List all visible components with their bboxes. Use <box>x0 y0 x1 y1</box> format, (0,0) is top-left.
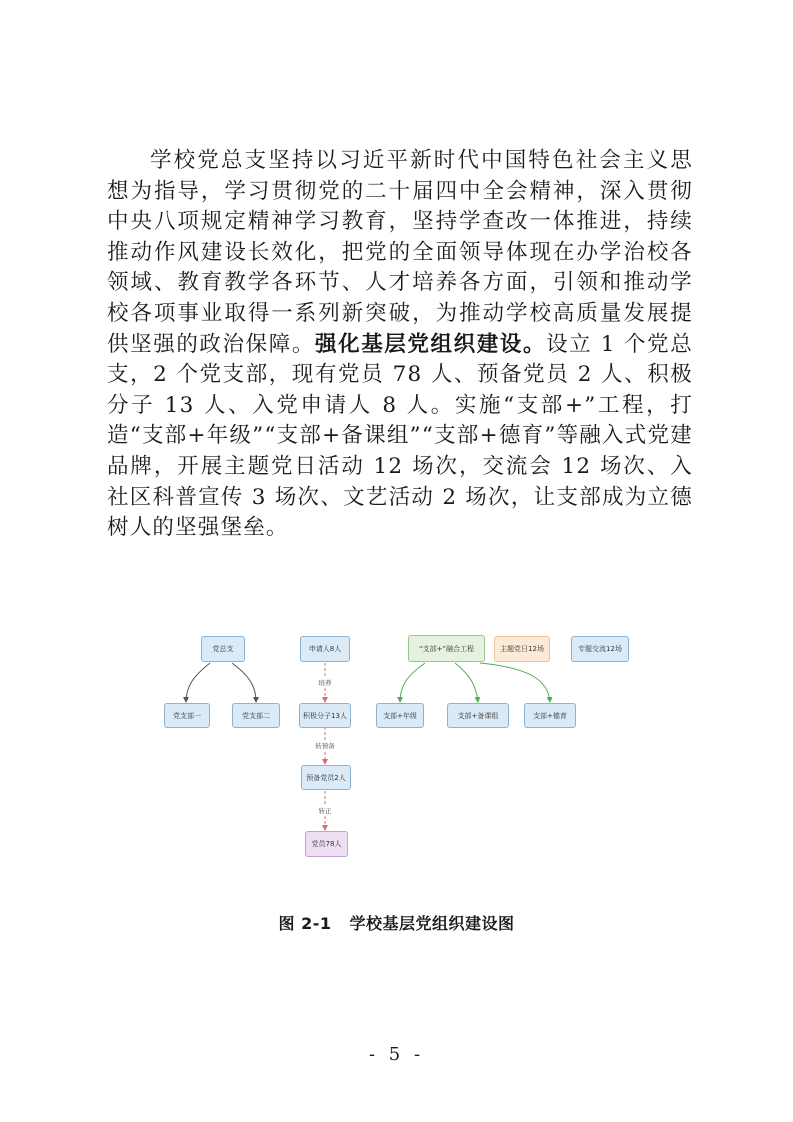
edge-project-moral <box>480 663 550 702</box>
edge-zongzhi-branch1 <box>186 663 210 702</box>
edge-label-to-probationary: 转预备 <box>315 742 335 750</box>
node-applicants: 申请人8人 <box>300 636 350 662</box>
node-lesson: 支部+备课组 <box>447 703 509 728</box>
node-exchange: 专题交流12场 <box>571 636 629 662</box>
node-grade: 支部+年级 <box>376 703 424 728</box>
node-members: 党员78人 <box>305 831 348 857</box>
node-moral: 支部+德育 <box>524 703 576 728</box>
body-text-part1: 学校党总支坚持以习近平新时代中国特色社会主义思想为指导，学习贯彻党的二十届四中全会精神，深入贯彻中央八项规定精神学习教育，坚持学查改一体推进，持续推动作风建设长效化，把党的全面领导体现在办学治校各领域、教育教学各环节、人才培养各方面，引领和推动学校各项事业取得一系列新突破，为推动学校高质量发展提供坚强的政治保障。 <box>107 148 693 357</box>
page-number: - 5 - <box>368 1044 425 1065</box>
figure-caption <box>0 911 793 934</box>
node-probationary: 预备党员2人 <box>301 765 351 790</box>
node-branch1: 党支部一 <box>164 703 210 728</box>
node-theme-day: 主题党日12场 <box>494 636 550 662</box>
caption-number: 图 2-1 <box>278 914 332 933</box>
body-text-part2: 设立 1 个党总支，2 个党支部，现有党员 78 人、预备党员 2 人、积极分子 13 人、入党申请人 8 人。实施“支部+”工程，打造“支部+年级”“支部+备课组”“支部+德育”等融入式党建品牌，开展主题党日活动 12 场次，交流会 12 场次、入社区科普宣传 3 场次、文艺活动 2 场次，让支部成为立德树人的坚强堡垒。 <box>107 331 693 541</box>
body-bold-heading: 强化基层党组织建设。 <box>314 331 547 357</box>
edge-label-train: 培养 <box>318 679 332 687</box>
node-branch2: 党支部二 <box>232 703 280 728</box>
edge-project-grade <box>400 663 425 702</box>
node-project: “支部+”融合工程 <box>408 635 485 662</box>
edge-zongzhi-branch2 <box>232 663 256 702</box>
node-activists: 积极分子13人 <box>299 703 351 728</box>
caption-title: 学校基层党组织建设图 <box>349 914 515 933</box>
node-zongzhi: 党总支 <box>201 636 245 662</box>
edge-project-lesson <box>455 663 478 702</box>
edge-label-to-full: 转正 <box>318 807 332 815</box>
